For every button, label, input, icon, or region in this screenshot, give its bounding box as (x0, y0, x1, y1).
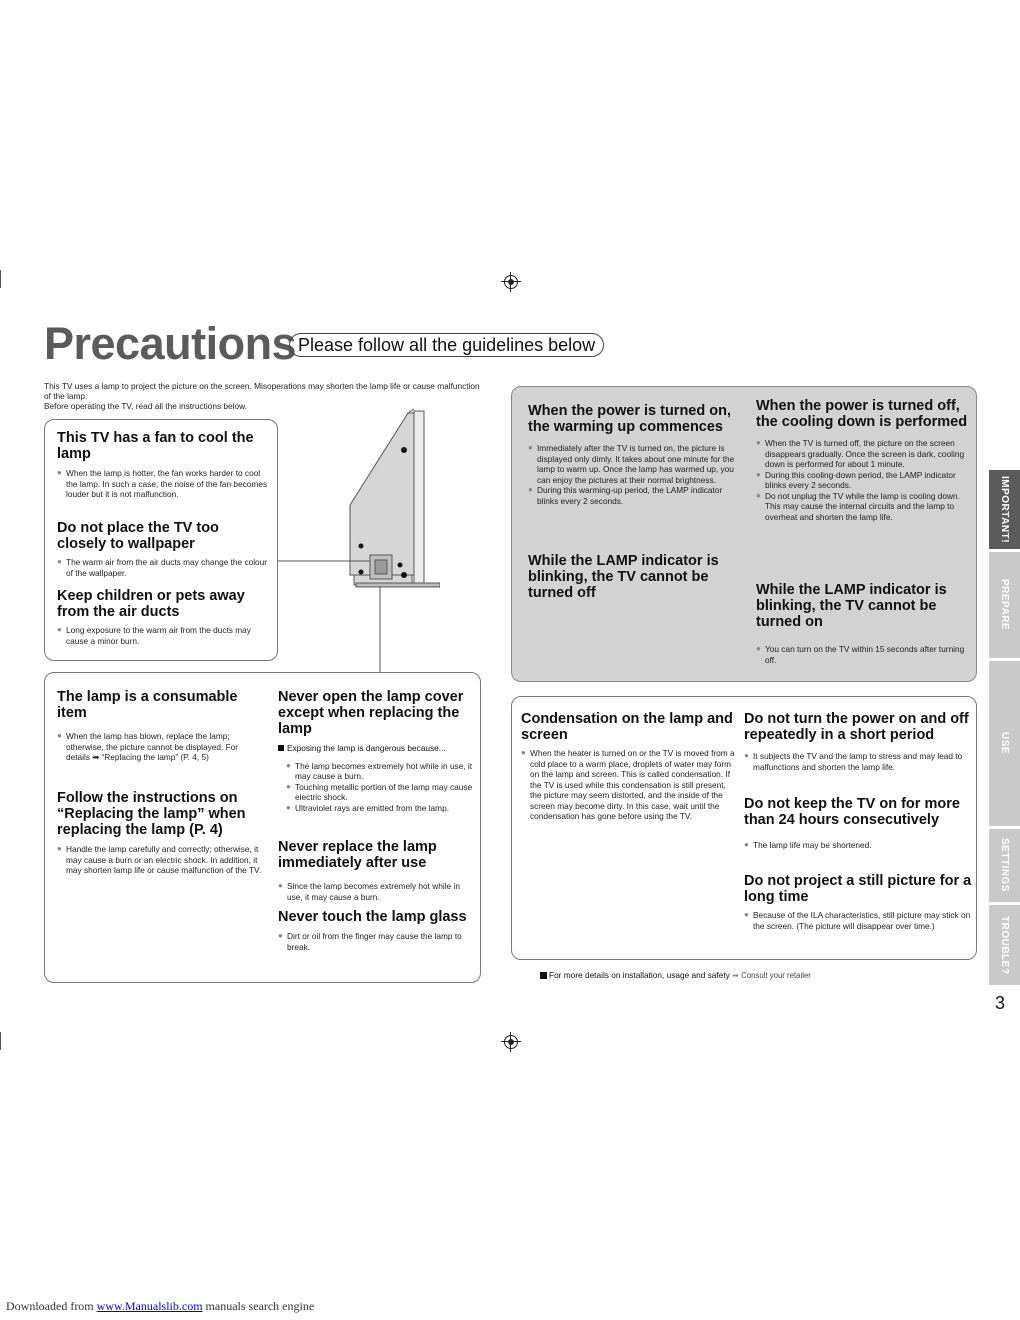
tab-label: IMPORTANT! (999, 475, 1010, 544)
24-hours-section (744, 796, 972, 851)
section-heading: This TV has a fan to cool the lamp (57, 430, 254, 462)
intro-line-1: This TV uses a lamp to project the picture on the screen. Misoperations may shorten the lamp life or cause malfunction of the lamp. (44, 381, 480, 401)
cooling-down-section (756, 398, 968, 522)
tab-label: PREPARE (999, 579, 1010, 631)
tab-important[interactable] (989, 470, 1020, 549)
download-suffix: manuals search engine (205, 1299, 315, 1313)
download-credit (6, 1299, 314, 1314)
tab-label: SETTINGS (999, 838, 1010, 893)
download-prefix: Downloaded from (6, 1299, 94, 1313)
bullet-text: ● Immediately after the TV is turned on, the picture is displayed only dimly. It takes about one minute for the lamp to warm up. Once the lamp has warmed up, you can enjoy the pictures at their normal brightness. (528, 443, 740, 485)
section-heading: While the LAMP indicator is blinking, the TV cannot be turned off (528, 553, 719, 601)
section-heading: The lamp is a consumable item (57, 689, 238, 721)
section-heading: When the power is turned on, the warming up commences (528, 403, 731, 435)
tab-label: TROUBLE? (999, 915, 1010, 975)
tab-label: USE (999, 732, 1010, 755)
tab-prepare[interactable] (989, 552, 1020, 658)
power-precautions-box (511, 386, 977, 682)
lamp-precautions-box (44, 672, 481, 983)
section-heading: Follow the instructions on “Replacing the lamp” when replacing the lamp (P. 4) (57, 790, 246, 838)
page-title: Precautions (44, 318, 297, 369)
bullet-text: ● Because of the ILA characteristics, still picture may stick on the screen. (The picture will disappear over time.) (744, 910, 972, 931)
consumable-section (57, 689, 263, 763)
bullet-text: ● During this warming-up period, the LAMP indicator blinks every 2 seconds. (528, 485, 740, 506)
retailer-note-text: For more details on installation, usage and safety (549, 970, 730, 980)
bullet-text: ● During this cooling-down period, the LAMP indicator blinks every 2 seconds. (756, 470, 968, 491)
bullet-text: ● Ultraviolet rays are emitted from the lamp. (286, 803, 474, 814)
arrow-right-icon: ➡ (732, 971, 739, 980)
intro-line-2: Before operating the TV, read all the instructions below. (44, 401, 247, 411)
section-heading: While the LAMP indicator is blinking, the TV cannot be turned on (756, 582, 947, 630)
retailer-note-link: Consult your retailer (741, 971, 811, 980)
cannot-turn-on-section (756, 582, 968, 665)
crop-mark (0, 1032, 1, 1050)
warning-note: Exposing the lamp is dangerous because... (278, 743, 474, 754)
retailer-note (540, 970, 811, 980)
wallpaper-section (57, 520, 271, 578)
still-picture-section (744, 873, 972, 931)
crop-mark (0, 270, 1, 288)
section-heading: Do not keep the TV on for more than 24 hours consecutively (744, 796, 960, 828)
cannot-turn-off-section (528, 553, 740, 601)
tab-use[interactable] (989, 661, 1020, 826)
bullet-text: ● The lamp becomes extremely hot while in use, it may cause a burn. (286, 761, 474, 782)
tv-side-illustration (270, 405, 440, 675)
bullet-text: ● When the heater is turned on or the TV is moved from a cold place to a warm place, droplets of water may form on the lamp and screen. This is called condensation. If the TV is used while this condensation is still present, the picture may seem distorted, and the inside of the screen may become dirty. In this case, wait until the condensation has gone before using the TV. (521, 748, 737, 822)
bullet-text: ● Do not unplug the TV while the lamp is cooling down. This may cause the internal circuits and the lamp to overheat and shorten the lamp life. (756, 491, 968, 523)
bullet-text: ● The warm air from the air ducts may change the colour of the wallpaper. (57, 557, 271, 578)
tab-settings[interactable] (989, 829, 1020, 902)
section-heading: Do not place the TV too closely to wallpaper (57, 520, 219, 552)
section-heading: Do not turn the power on and off repeatedly in a short period (744, 711, 969, 743)
registration-mark-icon (504, 1035, 518, 1049)
bullet-text: ● When the lamp is hotter, the fan works harder to cool the lamp. In such a case, the noise of the fan becomes louder but it is not malfunction. (57, 468, 271, 500)
bullet-text: ● You can turn on the TV within 15 seconds after turning off. (756, 644, 968, 665)
section-heading: Condensation on the lamp and screen (521, 711, 733, 743)
bullet-text: ● Dirt or oil from the finger may cause the lamp to break. (278, 931, 474, 952)
registration-mark-icon (504, 275, 518, 289)
section-heading: When the power is turned off, the cooling down is performed (756, 398, 968, 430)
manualslib-link[interactable]: www.Manualslib.com (96, 1299, 203, 1313)
tab-trouble[interactable] (989, 905, 1020, 985)
warming-up-section (528, 403, 740, 506)
bullet-text: ● The lamp life may be shortened. (744, 840, 972, 851)
fan-section (57, 430, 271, 500)
replace-after-use-section (278, 839, 474, 902)
air-ducts-section (57, 588, 271, 646)
lamp-glass-section (278, 909, 474, 952)
bullet-text: ● Long exposure to the warm air from the ducts may cause a minor burn. (57, 625, 271, 646)
section-heading: Do not project a still picture for a long time (744, 873, 972, 905)
section-heading: Never replace the lamp immediately after use (278, 839, 437, 871)
bullet-text: ● Since the lamp becomes extremely hot while in use, it may cause a burn. (278, 881, 474, 902)
section-heading: Never open the lamp cover except when replacing the lamp (278, 689, 464, 737)
follow-instructions-section (57, 790, 263, 876)
bullet-text: ● It subjects the TV and the lamp to stress and may lead to malfunctions and shorten the lamp life. (744, 751, 972, 772)
page-number: 3 (995, 993, 1006, 1013)
section-heading: Keep children or pets away from the air ducts (57, 588, 245, 620)
page-subtitle: Please follow all the guidelines below (289, 333, 604, 357)
fan-precautions-box (44, 419, 278, 661)
bullet-text: ● When the TV is turned off, the picture on the screen disappears gradually. Once the screen is dark, cooling down is performed for about 1 minute. (756, 438, 968, 470)
bullet-text: ● Touching metallic portion of the lamp may cause electric shock. (286, 782, 474, 803)
power-cycle-section (744, 711, 972, 772)
bullet-text: ● When the lamp has blown, replace the lamp; otherwise, the picture cannot be displayed. For details ➡ “Replacing the lamp” (P. 4, 5) (57, 731, 263, 763)
section-heading: Never touch the lamp glass (278, 909, 467, 925)
bullet-text: ● Handle the lamp carefully and correctly; otherwise, it may cause a burn or an electric shock. In addition, it may shorten lamp life or cause malfunction of the TV. (57, 844, 263, 876)
lamp-cover-section (278, 689, 474, 813)
condensation-section (521, 711, 737, 822)
condensation-precautions-box (511, 696, 977, 960)
